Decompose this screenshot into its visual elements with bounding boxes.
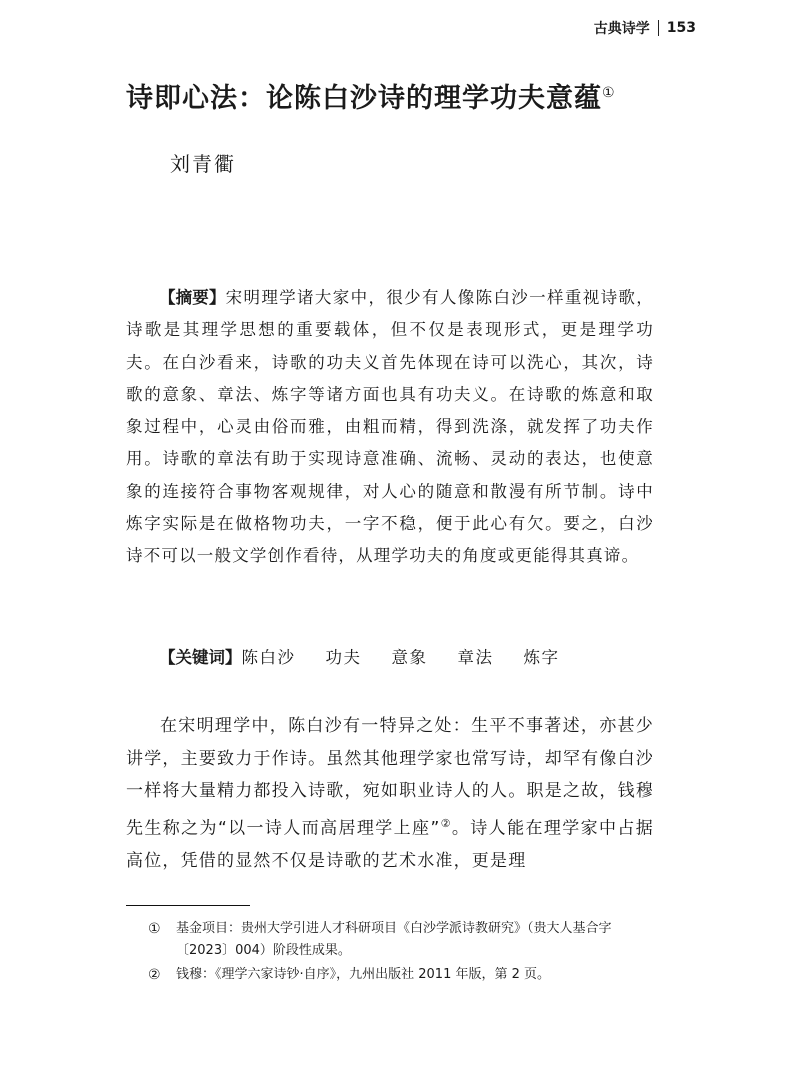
title-footnote-mark[interactable]: ① [602,85,616,101]
body-text-part-2: 。诗人能在理学家中占据高位，凭借的显然不仅是诗歌的艺术水准，更是理 [126,818,655,872]
header-divider [658,20,659,36]
footnote-text: 钱穆：《理学六家诗钞·自序》，九州出版社 2011 年版，第 2 页。 [176,967,551,982]
abstract-label: 【摘要】 [159,288,226,307]
keyword: 意象 [391,648,428,667]
footnote-divider [126,905,250,906]
body-text-part-1: 在宋明理学中，陈白沙有一特异之处：生平不事著述，亦甚少讲学，主要致力于作诗。虽然其他理学家也常写诗，却罕有像白沙一样将大量精力都投入诗歌，宛如职业诗人的人。职是之故，钱穆先生称之为“以一诗人而高居理学上座” [126,716,654,839]
footnote-item [148,964,658,986]
keyword: 章法 [457,648,494,667]
footnotes [148,918,658,988]
keyword: 功夫 [325,648,362,667]
footnote-mark: ① [148,921,161,937]
keywords [126,642,699,674]
abstract [126,282,654,573]
author-name: 刘青衢 [170,152,236,176]
footnote-text: 基金项目：贵州大学引进人才科研项目《白沙学派诗教研究》（贵大人基合字〔2023〕004）阶段性成果。 [176,921,612,958]
running-header [594,18,696,38]
footnote-item [148,918,658,962]
footnote-mark: ② [148,967,161,983]
abstract-text: 宋明理学诸大家中，很少有人像陈白沙一样重视诗歌，诗歌是其理学思想的重要载体，但不仅是表现形式，更是理学功夫。在白沙看来，诗歌的功夫义首先体现在诗可以洗心，其次，诗歌的意象、章法、炼字等诸方面也具有功夫义。在诗歌的炼意和取象过程中，心灵由俗而雅，由粗而精，得到洗涤，就发挥了功夫作用。诗歌的章法有助于实现诗意准确、流畅、灵动的表达，也使意象的连接符合事物客观规律，对人心的随意和散漫有所节制。诗中炼字实际是在做格物功夫，一字不稳，便于此心有欠。要之，白沙诗不可以一般文学创作看待，从理学功夫的角度或更能得其真谛。 [126,288,654,566]
keyword: 陈白沙 [241,648,296,667]
keyword: 炼字 [523,648,560,667]
article-title [126,76,686,115]
keywords-label: 【关键词】 [159,648,242,667]
body-footnote-mark[interactable]: ② [440,816,452,830]
title-text: 诗即心法：论陈白沙诗的理学功夫意蕴 [126,83,602,114]
page-number: 153 [666,20,696,36]
body-paragraph [126,710,654,878]
section-name: 古典诗学 [593,21,650,37]
